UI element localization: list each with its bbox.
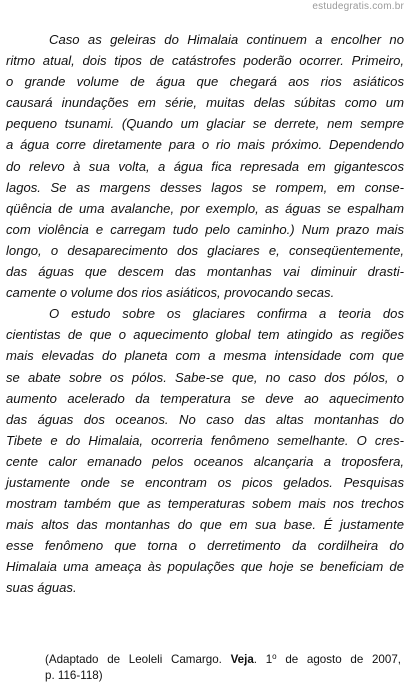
citation-prefix: (Adaptado de Leoleli Camargo. [45, 653, 222, 666]
citation-pages: p. 116-118) [45, 668, 103, 682]
citation-line-1: (Adaptado de Leoleli Camargo. Veja. 1$^o$ de agosto de 2007, [45, 652, 401, 666]
citation [45, 652, 401, 683]
text-line: suas águas. [6, 580, 77, 596]
text-line: lagos. Se as margens desses lagos se rompem, em conse- [6, 179, 404, 195]
text-line: Caso as geleiras do Himalaia continuem a encolher no [49, 32, 404, 47]
text-line: das águas que descem das montanhas vai diminuir drasti- [6, 264, 404, 280]
text-line: Himalaia uma ameaça às populações que hoje se beneficiam de [6, 559, 404, 575]
text-line: cientistas de que o aquecimento global tem atingido as regiões [6, 327, 404, 343]
site-watermark: estudegratis.com.br [312, 1, 404, 12]
text-line: a água corre diretamente para o rio mais próximo. Dependendo [6, 137, 404, 153]
text-line: mostram também que as temperaturas sobem mais nos trechos [6, 496, 404, 512]
text-line: o grande volume de água que chegará aos rios asiáticos [6, 74, 404, 90]
paragraph-1 [6, 29, 404, 303]
text-line: das águas dos oceanos. No caso das altas montanhas do [6, 411, 404, 427]
article-text [6, 29, 404, 599]
text-line: O estudo sobre os glaciares confirma a teoria dos [49, 306, 404, 322]
text-line: pequeno tsunami. (Quando um glaciar se derrete, nem sempre [6, 116, 404, 132]
paragraph-2 [6, 303, 404, 598]
text-line: com violência e carregam tudo pelo caminho.) Num prazo mais [6, 221, 404, 237]
text-line: justamente onde se encontram os picos gelados. Pesquisas [6, 474, 404, 490]
citation-ordinal: o [272, 652, 277, 661]
text-line: cente calor emanado pelos oceanos alcançaria a troposfera, [6, 453, 404, 469]
text-line: se abate sobre os pólos. Sabe-se que, no caso dos pólos, o [6, 369, 404, 385]
text-line: esse fenômeno que torna o derretimento da cordilheira do [6, 538, 404, 554]
text-line: do relevo à sua volta, a água fica represada em gigantescos [6, 158, 404, 174]
text-line: mais elevadas do planeta com a mesma intensidade com que [6, 348, 404, 364]
text-line: causará inundações em série, muitas delas súbitas como um [6, 95, 404, 111]
text-line: camente o volume dos rios asiáticos, provocando secas. [6, 285, 335, 301]
text-line: Tibete e do Himalaia, ocorreria fenômeno semelhante. O cres- [6, 432, 404, 448]
text-line: qüência de uma avalanche, por exemplo, as águas se espalham [6, 200, 404, 216]
citation-source: Veja [230, 653, 254, 666]
text-line: longo, o desaparecimento dos glaciares e, conseqüentemente, [6, 242, 404, 258]
citation-date: de agosto de 2007, [285, 653, 401, 666]
text-line: mais altos das montanhas do que em sua base. É justamente [6, 517, 404, 533]
text-line: aumento acelerado da temperatura se deve ao aquecimento [6, 390, 404, 406]
citation-day: 1 [265, 653, 273, 666]
text-line: ritmo atual, dois tipos de catástrofes poderão ocorrer. Primeiro, [6, 53, 404, 69]
